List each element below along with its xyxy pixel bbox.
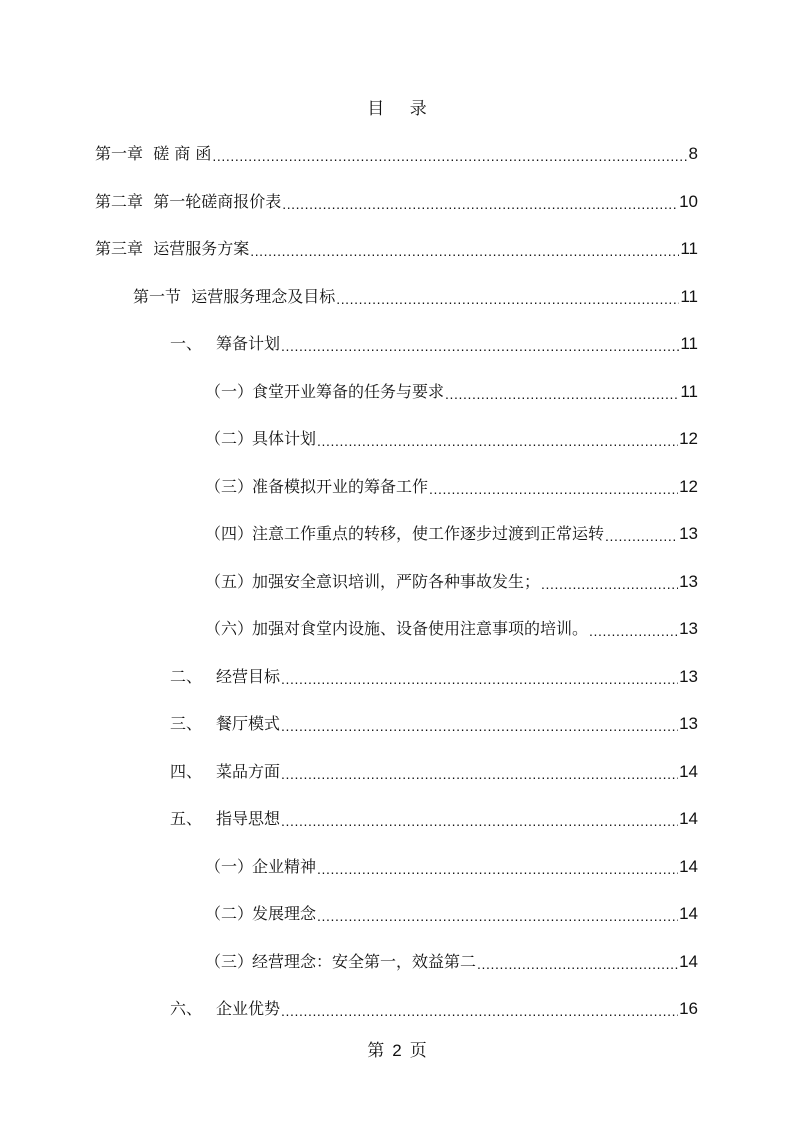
toc-page-number: 14 — [679, 856, 698, 876]
toc-entry[interactable] — [170, 807, 698, 831]
toc-page-number: 13 — [679, 714, 698, 733]
toc-entry[interactable] — [205, 902, 698, 926]
toc-entry[interactable] — [205, 380, 698, 404]
toc-entry-label: （三）准备模拟开业的筹备工作 — [205, 476, 429, 496]
toc-entry[interactable] — [205, 855, 698, 879]
toc-entry[interactable] — [95, 237, 698, 261]
toc-page-number: 11 — [680, 381, 698, 401]
toc-page-number: 11 — [680, 239, 698, 258]
toc-page-number: 14 — [679, 809, 698, 828]
toc-entry-label: （一）企业精神 — [205, 856, 317, 876]
toc-page-number: 8 — [688, 144, 698, 163]
page-number: 2 — [392, 1041, 402, 1060]
toc-entry-label: 第一节 运营服务理念及目标 — [133, 286, 336, 306]
toc-entry[interactable] — [205, 950, 698, 974]
toc-page-number: 13 — [679, 571, 698, 591]
toc-entry[interactable] — [170, 760, 698, 784]
toc-entry-label: （四）注意工作重点的转移，使工作逐步过渡到正常运转 — [205, 524, 605, 543]
toc-entry[interactable] — [95, 190, 698, 214]
toc-page-number: 13 — [679, 524, 698, 543]
toc-entry-label: （三）经营理念：安全第一，效益第二 — [205, 951, 477, 971]
page-footer: 第 2 页 — [367, 1041, 427, 1061]
toc-page-number: 14 — [679, 951, 698, 971]
toc-page-number: 13 — [679, 619, 698, 638]
toc-entry[interactable] — [170, 712, 698, 736]
dot-leader — [282, 194, 678, 214]
toc-entry[interactable] — [205, 522, 698, 546]
toc-entry-label: 四、 菜品方面 — [170, 761, 281, 781]
toc-page-number: 14 — [679, 904, 698, 923]
toc-entry[interactable] — [205, 617, 698, 641]
dot-leader — [281, 764, 678, 784]
toc-entry-label: （二）发展理念 — [205, 904, 317, 923]
toc-page-number: 14 — [679, 761, 698, 781]
toc-entry[interactable] — [170, 665, 698, 689]
dot-leader — [429, 479, 678, 499]
toc-title: 目 录 — [367, 99, 437, 119]
dot-leader — [281, 716, 678, 736]
toc-page-number: 10 — [679, 191, 698, 211]
toc-entry-label: （一）食堂开业筹备的任务与要求 — [205, 381, 445, 401]
dot-leader — [281, 336, 679, 356]
toc-page-number: 11 — [680, 334, 698, 353]
dot-leader — [250, 241, 679, 261]
dot-leader — [445, 384, 679, 404]
dot-leader — [317, 906, 678, 926]
dot-leader — [541, 574, 678, 594]
toc-entry[interactable] — [205, 427, 698, 451]
dot-leader — [281, 1001, 678, 1021]
toc-entry-label: （六）加强对食堂内设施、设备使用注意事项的培训。 — [205, 619, 589, 638]
toc-entry-label: 第一章 磋 商 函 — [95, 144, 212, 163]
dot-leader — [605, 526, 678, 546]
toc-entry-label: 三、 餐厅模式 — [170, 714, 281, 733]
toc-page-number: 11 — [680, 286, 698, 306]
dot-leader — [336, 289, 679, 309]
toc-entry-label: 五、 指导思想 — [170, 809, 281, 828]
dot-leader — [317, 859, 678, 879]
toc-entry[interactable] — [205, 475, 698, 499]
toc-entry[interactable] — [170, 997, 698, 1021]
dot-leader — [589, 621, 678, 641]
toc-entry-label: （五）加强安全意识培训，严防各种事故发生； — [205, 571, 541, 591]
dot-leader — [281, 669, 678, 689]
toc-entry[interactable] — [133, 285, 698, 309]
toc-entry-label: 第二章 第一轮磋商报价表 — [95, 191, 282, 211]
toc-entry-label: 一、 筹备计划 — [170, 334, 281, 353]
toc-page-number: 16 — [679, 999, 698, 1018]
toc-entry-label: 六、 企业优势 — [170, 999, 281, 1018]
dot-leader — [317, 431, 678, 451]
toc-entry-label: （二）具体计划 — [205, 429, 317, 448]
dot-leader — [281, 811, 678, 831]
toc-entry-label: 第三章 运营服务方案 — [95, 239, 250, 258]
toc-page-number: 12 — [679, 476, 698, 496]
toc-entry[interactable] — [205, 570, 698, 594]
toc-entry[interactable] — [170, 332, 698, 356]
toc-page-number: 12 — [679, 429, 698, 448]
dot-leader — [477, 954, 678, 974]
dot-leader — [212, 146, 687, 166]
toc-entry-label: 二、 经营目标 — [170, 666, 281, 686]
toc-page-number: 13 — [679, 666, 698, 686]
toc-entry[interactable] — [95, 142, 698, 166]
